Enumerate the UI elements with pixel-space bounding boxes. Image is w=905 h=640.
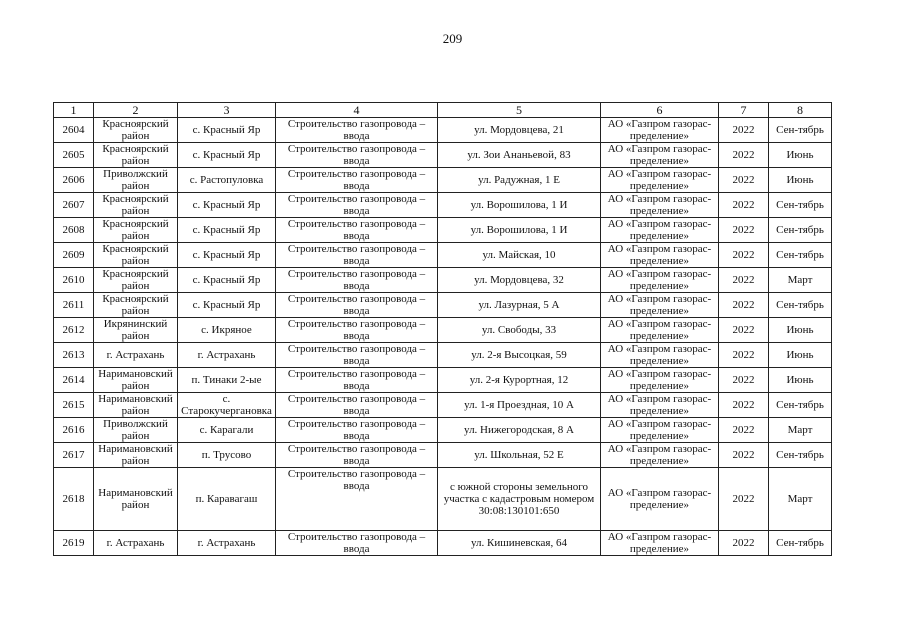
- locality-cell: п. Каравагаш: [178, 468, 276, 531]
- row-number-cell: 2608: [54, 218, 94, 243]
- organization-cell: АО «Газпром газорас-пределение»: [601, 218, 719, 243]
- table-row: [54, 193, 832, 218]
- locality-cell: с. Старокучергановка: [178, 393, 276, 418]
- district-cell: Красноярский район: [94, 118, 178, 143]
- column-header: 4: [276, 103, 438, 118]
- year-cell: 2022: [719, 193, 769, 218]
- organization-cell: АО «Газпром газорас-пределение»: [601, 468, 719, 531]
- address-cell: ул. Ворошилова, 1 И: [438, 193, 601, 218]
- district-cell: г. Астрахань: [94, 343, 178, 368]
- work-type-cell: Строительство газопровода – ввода: [276, 293, 438, 318]
- work-type-cell: Строительство газопровода – ввода: [276, 168, 438, 193]
- registry-table: [53, 102, 832, 556]
- locality-cell: п. Трусово: [178, 443, 276, 468]
- table-row: [54, 243, 832, 268]
- row-number-cell: 2611: [54, 293, 94, 318]
- year-cell: 2022: [719, 418, 769, 443]
- year-cell: 2022: [719, 343, 769, 368]
- year-cell: 2022: [719, 368, 769, 393]
- work-type-cell: Строительство газопровода – ввода: [276, 343, 438, 368]
- table-row: [54, 268, 832, 293]
- address-cell: ул. 2-я Высоцкая, 59: [438, 343, 601, 368]
- month-cell: Сен-тябрь: [769, 218, 832, 243]
- organization-cell: АО «Газпром газорас-пределение»: [601, 268, 719, 293]
- table-row: [54, 368, 832, 393]
- locality-cell: с. Красный Яр: [178, 218, 276, 243]
- page-number: 209: [442, 31, 463, 46]
- month-cell: Сен-тябрь: [769, 243, 832, 268]
- month-cell: Сен-тябрь: [769, 393, 832, 418]
- work-type-cell: Строительство газопровода – ввода: [276, 118, 438, 143]
- table-row: [54, 418, 832, 443]
- organization-cell: АО «Газпром газорас-пределение»: [601, 368, 719, 393]
- row-number-cell: 2606: [54, 168, 94, 193]
- work-type-cell: Строительство газопровода – ввода: [276, 143, 438, 168]
- work-type-cell: Строительство газопровода – ввода: [276, 468, 438, 531]
- work-type-cell: Строительство газопровода – ввода: [276, 443, 438, 468]
- row-number-cell: 2614: [54, 368, 94, 393]
- address-cell: ул. Кишиневская, 64: [438, 531, 601, 556]
- locality-cell: с. Красный Яр: [178, 193, 276, 218]
- year-cell: 2022: [719, 118, 769, 143]
- row-number-cell: 2607: [54, 193, 94, 218]
- address-cell: ул. 2-я Курортная, 12: [438, 368, 601, 393]
- month-cell: Июнь: [769, 318, 832, 343]
- locality-cell: с. Красный Яр: [178, 143, 276, 168]
- district-cell: Красноярский район: [94, 218, 178, 243]
- row-number-cell: 2604: [54, 118, 94, 143]
- locality-cell: с. Красный Яр: [178, 243, 276, 268]
- column-header: 6: [601, 103, 719, 118]
- month-cell: Сен-тябрь: [769, 293, 832, 318]
- address-cell: ул. Нижегородская, 8 А: [438, 418, 601, 443]
- district-cell: Красноярский район: [94, 243, 178, 268]
- header-row: [54, 103, 832, 118]
- year-cell: 2022: [719, 293, 769, 318]
- work-type-cell: Строительство газопровода – ввода: [276, 193, 438, 218]
- table-row: [54, 118, 832, 143]
- locality-cell: г. Астрахань: [178, 343, 276, 368]
- work-type-cell: Строительство газопровода – ввода: [276, 218, 438, 243]
- locality-cell: г. Астрахань: [178, 531, 276, 556]
- table-row: [54, 143, 832, 168]
- column-header: 7: [719, 103, 769, 118]
- organization-cell: АО «Газпром газорас-пределение»: [601, 393, 719, 418]
- year-cell: 2022: [719, 443, 769, 468]
- organization-cell: АО «Газпром газорас-пределение»: [601, 418, 719, 443]
- year-cell: 2022: [719, 393, 769, 418]
- address-cell: ул. Майская, 10: [438, 243, 601, 268]
- organization-cell: АО «Газпром газорас-пределение»: [601, 531, 719, 556]
- district-cell: Икрянинский район: [94, 318, 178, 343]
- organization-cell: АО «Газпром газорас-пределение»: [601, 168, 719, 193]
- table-row: [54, 343, 832, 368]
- organization-cell: АО «Газпром газорас-пределение»: [601, 143, 719, 168]
- organization-cell: АО «Газпром газорас-пределение»: [601, 118, 719, 143]
- year-cell: 2022: [719, 531, 769, 556]
- locality-cell: с. Карагали: [178, 418, 276, 443]
- table-row: [54, 393, 832, 418]
- year-cell: 2022: [719, 218, 769, 243]
- column-header: 2: [94, 103, 178, 118]
- work-type-cell: Строительство газопровода – ввода: [276, 418, 438, 443]
- month-cell: Июнь: [769, 168, 832, 193]
- locality-cell: с. Красный Яр: [178, 293, 276, 318]
- organization-cell: АО «Газпром газорас-пределение»: [601, 293, 719, 318]
- row-number-cell: 2610: [54, 268, 94, 293]
- year-cell: 2022: [719, 318, 769, 343]
- organization-cell: АО «Газпром газорас-пределение»: [601, 193, 719, 218]
- organization-cell: АО «Газпром газорас-пределение»: [601, 243, 719, 268]
- address-cell: ул. Свободы, 33: [438, 318, 601, 343]
- month-cell: Сен-тябрь: [769, 443, 832, 468]
- year-cell: 2022: [719, 468, 769, 531]
- month-cell: Сен-тябрь: [769, 531, 832, 556]
- table-row: [54, 318, 832, 343]
- table-row: [54, 218, 832, 243]
- work-type-cell: Строительство газопровода – ввода: [276, 393, 438, 418]
- month-cell: Июнь: [769, 343, 832, 368]
- address-cell: ул. Школьная, 52 Е: [438, 443, 601, 468]
- address-cell: ул. Лазурная, 5 А: [438, 293, 601, 318]
- district-cell: Красноярский район: [94, 143, 178, 168]
- district-cell: Красноярский район: [94, 293, 178, 318]
- row-number-cell: 2609: [54, 243, 94, 268]
- month-cell: Сен-тябрь: [769, 118, 832, 143]
- column-header: 3: [178, 103, 276, 118]
- row-number-cell: 2616: [54, 418, 94, 443]
- work-type-cell: Строительство газопровода – ввода: [276, 243, 438, 268]
- locality-cell: с. Растопуловка: [178, 168, 276, 193]
- district-cell: Наримановский район: [94, 368, 178, 393]
- address-cell: ул. Зои Ананьевой, 83: [438, 143, 601, 168]
- district-cell: Красноярский район: [94, 268, 178, 293]
- work-type-cell: Строительство газопровода – ввода: [276, 531, 438, 556]
- month-cell: Март: [769, 418, 832, 443]
- locality-cell: с. Красный Яр: [178, 268, 276, 293]
- address-cell: ул. Мордовцева, 32: [438, 268, 601, 293]
- month-cell: Сен-тябрь: [769, 193, 832, 218]
- locality-cell: п. Тинаки 2-ые: [178, 368, 276, 393]
- district-cell: г. Астрахань: [94, 531, 178, 556]
- locality-cell: с. Красный Яр: [178, 118, 276, 143]
- organization-cell: АО «Газпром газорас-пределение»: [601, 318, 719, 343]
- district-cell: Приволжский район: [94, 418, 178, 443]
- locality-cell: с. Икряное: [178, 318, 276, 343]
- address-cell: ул. Ворошилова, 1 И: [438, 218, 601, 243]
- row-number-cell: 2615: [54, 393, 94, 418]
- column-header: 1: [54, 103, 94, 118]
- district-cell: Наримановский район: [94, 443, 178, 468]
- district-cell: Наримановский район: [94, 393, 178, 418]
- address-cell: с южной стороны земельного участка с кадастровым номером 30:08:130101:650: [438, 468, 601, 531]
- year-cell: 2022: [719, 243, 769, 268]
- row-number-cell: 2617: [54, 443, 94, 468]
- address-cell: ул. Мордовцева, 21: [438, 118, 601, 143]
- row-number-cell: 2613: [54, 343, 94, 368]
- row-number-cell: 2619: [54, 531, 94, 556]
- column-header: 5: [438, 103, 601, 118]
- year-cell: 2022: [719, 168, 769, 193]
- row-number-cell: 2605: [54, 143, 94, 168]
- table-row: [54, 168, 832, 193]
- address-cell: ул. Радужная, 1 Е: [438, 168, 601, 193]
- table-row: [54, 293, 832, 318]
- district-cell: Наримановский район: [94, 468, 178, 531]
- organization-cell: АО «Газпром газорас-пределение»: [601, 443, 719, 468]
- row-number-cell: 2618: [54, 468, 94, 531]
- work-type-cell: Строительство газопровода – ввода: [276, 368, 438, 393]
- month-cell: Март: [769, 468, 832, 531]
- year-cell: 2022: [719, 143, 769, 168]
- work-type-cell: Строительство газопровода – ввода: [276, 318, 438, 343]
- table-row: [54, 531, 832, 556]
- table-row: [54, 443, 832, 468]
- month-cell: Март: [769, 268, 832, 293]
- work-type-cell: Строительство газопровода – ввода: [276, 268, 438, 293]
- address-cell: ул. 1-я Проездная, 10 А: [438, 393, 601, 418]
- district-cell: Приволжский район: [94, 168, 178, 193]
- month-cell: Июнь: [769, 368, 832, 393]
- table-row: [54, 468, 832, 531]
- district-cell: Красноярский район: [94, 193, 178, 218]
- year-cell: 2022: [719, 268, 769, 293]
- organization-cell: АО «Газпром газорас-пределение»: [601, 343, 719, 368]
- column-header: 8: [769, 103, 832, 118]
- row-number-cell: 2612: [54, 318, 94, 343]
- month-cell: Июнь: [769, 143, 832, 168]
